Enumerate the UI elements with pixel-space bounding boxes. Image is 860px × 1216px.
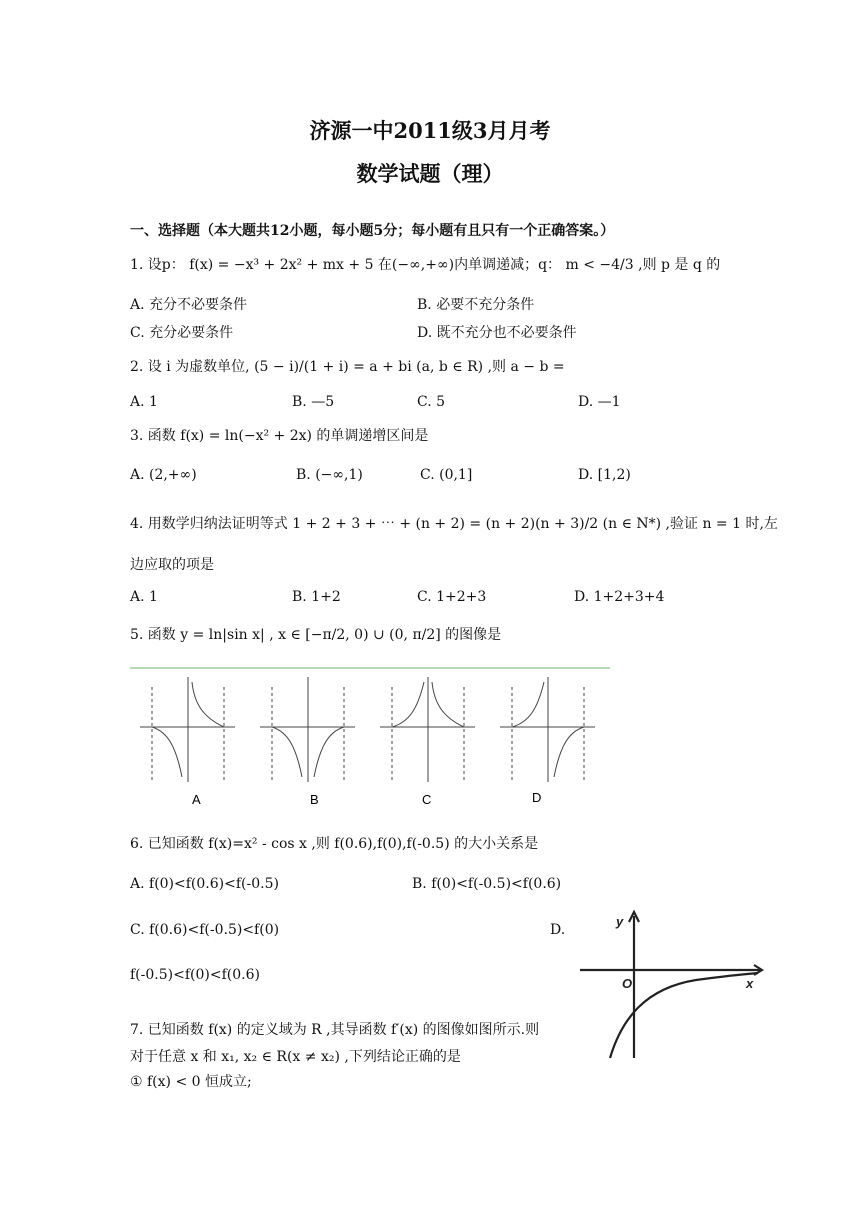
graph-axis-x: x bbox=[746, 976, 754, 991]
question-1-stem: 1. 设p： f(x) = −x³ + 2x² + mx + 5 在(−∞,+∞)内单调递减；q： m < −4/3 ,则 p 是 q 的 bbox=[130, 257, 721, 273]
graph-label-d: D bbox=[532, 790, 542, 805]
question-6-option-a: A. f(0)<f(0.6)<f(-0.5) bbox=[130, 876, 279, 892]
question-7-item-1: ① f(x) < 0 恒成立; bbox=[130, 1074, 252, 1090]
graph-c bbox=[380, 677, 475, 782]
question-7-graph bbox=[576, 908, 770, 1068]
question-3-option-a: A. (2,+∞) bbox=[130, 467, 197, 483]
question-1-option-b: B. 必要不充分条件 bbox=[417, 297, 535, 313]
question-4-option-c: C. 1+2+3 bbox=[417, 589, 487, 605]
question-4-option-b: B. 1+2 bbox=[292, 589, 341, 605]
exam-title: 济源一中2011级3月月考 bbox=[309, 118, 551, 143]
question-1-option-c: C. 充分必要条件 bbox=[130, 325, 234, 341]
question-1-option-a: A. 充分不必要条件 bbox=[130, 297, 248, 313]
question-3-option-d: D. [1,2) bbox=[578, 467, 631, 483]
question-5-graphs bbox=[130, 672, 610, 812]
question-4-stem: 4. 用数学归纳法证明等式 1 + 2 + 3 + ⋯ + (n + 2) = (n + 2)(n + 3)/2 (n ∈ N*) ,验证 n = 1 时,左 bbox=[130, 516, 778, 532]
graph-label-a: A bbox=[192, 792, 201, 807]
question-2-option-d: D. —1 bbox=[578, 394, 621, 410]
question-7-stem: 7. 已知函数 f(x) 的定义域为 R ,其导函数 f′(x) 的图像如图所示.则 bbox=[130, 1022, 540, 1038]
section-heading: 一、选择题（本大题共12小题，每小题5分；每小题有且只有一个正确答案。） bbox=[130, 223, 615, 239]
question-6-stem: 6. 已知函数 f(x)=x² - cos x ,则 f(0.6),f(0),f(-0.5) 的大小关系是 bbox=[130, 836, 539, 852]
question-4-option-a: A. 1 bbox=[130, 589, 158, 605]
graph-b bbox=[260, 677, 355, 782]
question-5-stem: 5. 函数 y = ln|sin x| , x ∈ [−π/2, 0) ∪ (0, π/2] 的图像是 bbox=[130, 627, 502, 643]
question-7-stem-cont: 对于任意 x 和 x₁, x₂ ∈ R(x ≠ x₂) ,下列结论正确的是 bbox=[130, 1049, 461, 1065]
question-2-option-a: A. 1 bbox=[130, 394, 158, 410]
divider-line bbox=[130, 667, 610, 669]
question-1-option-d: D. 既不充分也不必要条件 bbox=[417, 325, 577, 341]
graph-label-b: B bbox=[310, 792, 319, 807]
graph-d bbox=[500, 677, 595, 782]
question-2-option-b: B. —5 bbox=[292, 394, 335, 410]
question-6-option-d-value: f(-0.5)<f(0)<f(0.6) bbox=[130, 967, 260, 983]
question-4-stem-cont: 边应取的项是 bbox=[130, 557, 214, 573]
question-6-option-b: B. f(0)<f(-0.5)<f(0.6) bbox=[412, 876, 562, 892]
question-6-option-d: D. bbox=[550, 922, 566, 938]
question-6-option-c: C. f(0.6)<f(-0.5)<f(0) bbox=[130, 922, 280, 938]
graph-a bbox=[140, 677, 235, 782]
graph-origin: O bbox=[622, 976, 633, 991]
question-4-option-d: D. 1+2+3+4 bbox=[574, 589, 665, 605]
question-2-stem: 2. 设 i 为虚数单位, (5 − i)/(1 + i) = a + bi (a, b ∈ R) ,则 a − b = bbox=[130, 359, 565, 375]
graph-axis-y: y bbox=[616, 914, 624, 929]
question-2-option-c: C. 5 bbox=[417, 394, 446, 410]
exam-subtitle: 数学试题（理） bbox=[356, 161, 504, 186]
graph-label-c: C bbox=[422, 792, 432, 807]
question-3-stem: 3. 函数 f(x) = ln(−x² + 2x) 的单调递增区间是 bbox=[130, 428, 429, 444]
question-3-option-b: B. (−∞,1) bbox=[296, 467, 363, 483]
question-3-option-c: C. (0,1] bbox=[420, 467, 473, 483]
